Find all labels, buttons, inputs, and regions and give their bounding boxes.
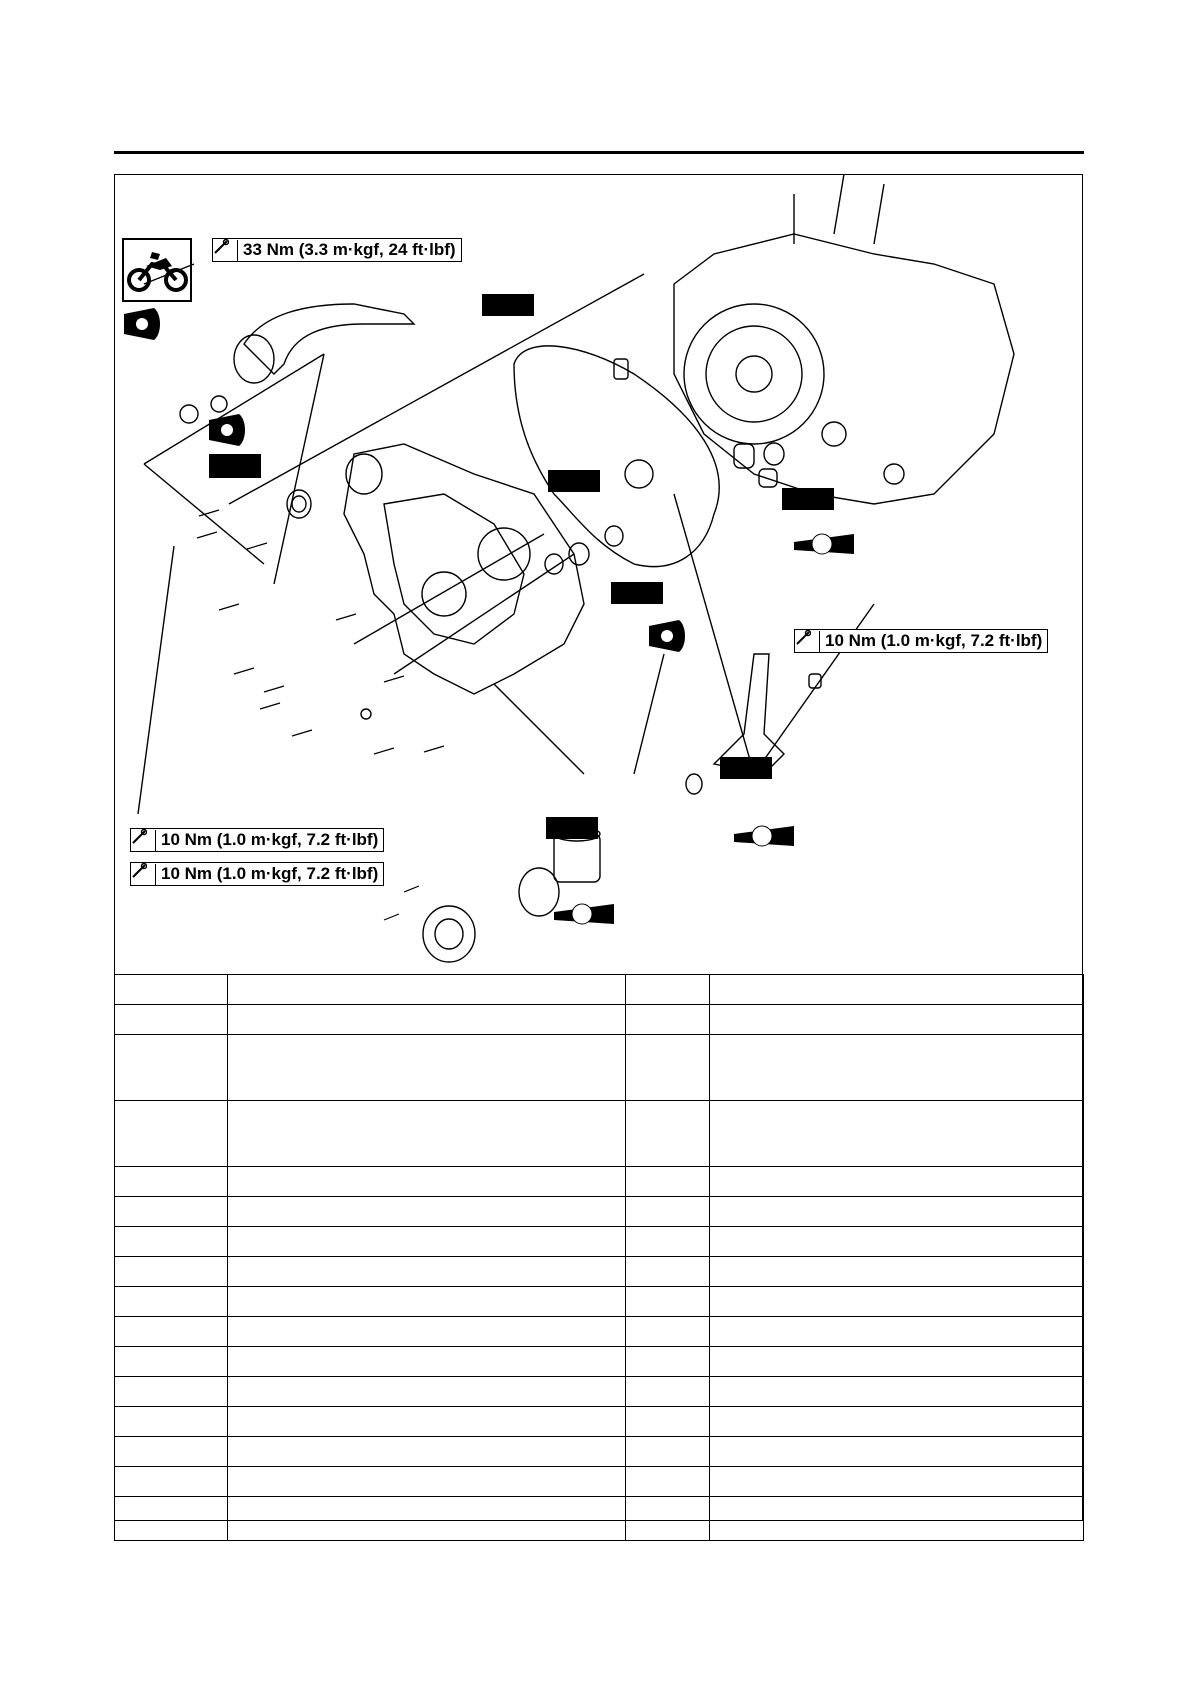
table-cell bbox=[710, 1101, 1084, 1167]
table-cell bbox=[228, 1035, 626, 1101]
table-cell bbox=[228, 1287, 626, 1317]
table-cell bbox=[626, 1377, 710, 1407]
table-cell bbox=[626, 1437, 710, 1467]
table-cell bbox=[626, 1197, 710, 1227]
table-cell bbox=[626, 1317, 710, 1347]
table-cell bbox=[115, 1101, 228, 1167]
torque-spec-oil-filter-cover bbox=[130, 862, 384, 886]
table-cell bbox=[710, 1227, 1084, 1257]
table-cell bbox=[626, 1257, 710, 1287]
table-cell bbox=[115, 975, 228, 1005]
table-cell bbox=[115, 1227, 228, 1257]
torque-wrench-icon bbox=[131, 864, 156, 885]
table-row bbox=[115, 975, 1084, 1005]
table-cell bbox=[710, 1257, 1084, 1287]
table-cell bbox=[115, 1197, 228, 1227]
table-cell bbox=[710, 1467, 1084, 1497]
table-row bbox=[115, 1257, 1084, 1287]
table-row bbox=[115, 1497, 1084, 1541]
table-row bbox=[115, 1407, 1084, 1437]
table-row bbox=[115, 1227, 1084, 1257]
table-cell bbox=[228, 1005, 626, 1035]
torque-value: 10 Nm (1.0 m·kgf, 7.2 ft·lbf) bbox=[825, 631, 1043, 650]
table-cell bbox=[626, 975, 710, 1005]
table-cell bbox=[115, 1497, 228, 1541]
table-row bbox=[115, 1317, 1084, 1347]
table-cell bbox=[626, 1005, 710, 1035]
torque-value: 10 Nm (1.0 m·kgf, 7.2 ft·lbf) bbox=[161, 864, 379, 883]
table-cell bbox=[115, 1257, 228, 1287]
table-row bbox=[115, 1467, 1084, 1497]
table-cell bbox=[626, 1227, 710, 1257]
table-cell bbox=[115, 1005, 228, 1035]
exploded-diagram-svg bbox=[114, 174, 1083, 974]
table-cell bbox=[115, 1167, 228, 1197]
table-cell bbox=[228, 975, 626, 1005]
table-row bbox=[115, 1347, 1084, 1377]
torque-wrench-icon bbox=[213, 240, 238, 261]
torque-spec-kickstarter bbox=[212, 238, 462, 262]
new-part-labels bbox=[209, 294, 834, 839]
torque-spec-water-pipe bbox=[794, 629, 1048, 653]
torque-value: 33 Nm (3.3 m·kgf, 24 ft·lbf) bbox=[243, 240, 456, 259]
table-row bbox=[115, 1437, 1084, 1467]
table-cell bbox=[228, 1257, 626, 1287]
table-cell bbox=[710, 1317, 1084, 1347]
table-cell bbox=[626, 1407, 710, 1437]
table-cell bbox=[228, 1347, 626, 1377]
table-cell bbox=[115, 1467, 228, 1497]
table-row bbox=[115, 1197, 1084, 1227]
table-cell bbox=[115, 1377, 228, 1407]
torque-value: 10 Nm (1.0 m·kgf, 7.2 ft·lbf) bbox=[161, 830, 379, 849]
table-cell bbox=[710, 1407, 1084, 1437]
table-row bbox=[115, 1377, 1084, 1407]
table-cell bbox=[228, 1227, 626, 1257]
table-cell bbox=[115, 1347, 228, 1377]
table-cell bbox=[115, 1035, 228, 1101]
torque-wrench-icon bbox=[795, 631, 820, 652]
table-cell bbox=[228, 1101, 626, 1167]
table-cell bbox=[710, 1497, 1084, 1541]
table-cell bbox=[228, 1467, 626, 1497]
table-cell bbox=[228, 1377, 626, 1407]
table-cell bbox=[710, 1197, 1084, 1227]
table-row bbox=[115, 1101, 1084, 1167]
table-cell bbox=[626, 1287, 710, 1317]
table-cell bbox=[710, 1347, 1084, 1377]
table-cell bbox=[115, 1407, 228, 1437]
table-cell bbox=[228, 1437, 626, 1467]
table-row bbox=[115, 1287, 1084, 1317]
table-row bbox=[115, 1035, 1084, 1101]
table-cell bbox=[710, 1377, 1084, 1407]
table-row bbox=[115, 1005, 1084, 1035]
parts-table bbox=[114, 974, 1084, 1541]
table-cell bbox=[626, 1467, 710, 1497]
table-cell bbox=[115, 1287, 228, 1317]
table-cell bbox=[710, 1437, 1084, 1467]
table-cell bbox=[626, 1035, 710, 1101]
table-cell bbox=[228, 1167, 626, 1197]
table-cell bbox=[228, 1197, 626, 1227]
table-row bbox=[115, 1167, 1084, 1197]
table-cell bbox=[710, 1005, 1084, 1035]
table-cell bbox=[228, 1317, 626, 1347]
table-cell bbox=[228, 1407, 626, 1437]
table-cell bbox=[626, 1497, 710, 1541]
torque-spec-crankcase-cover bbox=[130, 828, 384, 852]
table-cell bbox=[626, 1101, 710, 1167]
table-cell bbox=[710, 1167, 1084, 1197]
table-cell bbox=[115, 1437, 228, 1467]
exploded-diagram bbox=[114, 174, 1083, 974]
table-cell bbox=[710, 1035, 1084, 1101]
table-cell bbox=[626, 1167, 710, 1197]
table-cell bbox=[710, 1287, 1084, 1317]
torque-wrench-icon bbox=[131, 830, 156, 851]
table-cell bbox=[710, 975, 1084, 1005]
table-cell bbox=[626, 1347, 710, 1377]
header-rule bbox=[114, 151, 1084, 154]
table-cell bbox=[228, 1497, 626, 1541]
table-cell bbox=[115, 1317, 228, 1347]
